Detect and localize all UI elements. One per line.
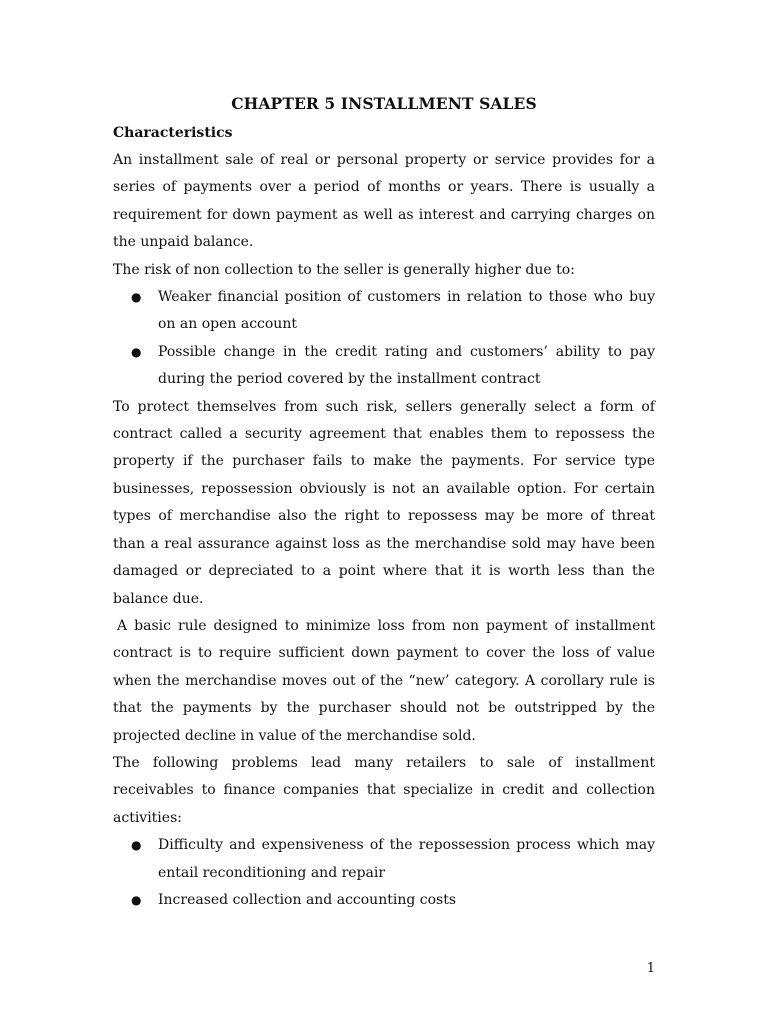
list-item <box>113 284 655 339</box>
list-item-text: Increased collection and accounting costs <box>158 891 457 908</box>
list-item-text: Possible change in the credit rating and customers’ ability to pay during the period covered by the installment contract <box>158 343 655 388</box>
list-item <box>113 887 655 914</box>
page-content <box>113 92 655 914</box>
list-item-text: Difficulty and expensiveness of the repossession process which may entail reconditioning and repair <box>158 837 655 881</box>
list-item <box>113 832 655 887</box>
paragraph-basic-rule: A basic rule designed to minimize loss from non payment of installment contract is to require sufficient down payment to cover the loss of value when the merchandise moves out of the “new’ category. A corollary rule is that the payments by the purchaser should not be outstripped by the projected decline in value of the merchandise sold. <box>113 617 655 744</box>
bullet-icon: ● <box>131 838 142 853</box>
paragraph-intro: An installment sale of real or personal property or service provides for a series of payments over a period of months or years. There is usually a requirement for down payment as well as interest and carrying charges on the unpaid balance. <box>113 152 655 251</box>
paragraph-security-agreement: To protect themselves from such risk, sellers generally select a form of contract called a security agreement that enables them to repossess the property if the purchaser fails to make the payments. For service type businesses, repossession obviously is not an available option. For certain types of merchandise also the right to repossess may be more of threat than a real assurance against loss as the merchandise sold may have been damaged or depreciated to a point where that it is worth less than the balance due. <box>113 398 655 607</box>
list-item-text: Weaker financial position of customers in relation to those who buy on an open account <box>158 289 655 333</box>
problems-bullet-list <box>113 832 655 914</box>
chapter-title: CHAPTER 5 INSTALLMENT SALES <box>231 94 537 113</box>
list-item <box>113 339 655 394</box>
paragraph-risk-intro: The risk of non collection to the seller is generally higher due to: <box>113 261 575 278</box>
paragraph-problems-intro: The following problems lead many retailers to sale of installment receivables to finance companies that specialize in credit and collection activities: <box>113 754 655 826</box>
risk-bullet-list <box>113 284 655 394</box>
page-number: 1 <box>646 961 655 976</box>
bullet-icon: ● <box>131 892 142 907</box>
bullet-icon: ● <box>131 290 142 305</box>
bullet-icon: ● <box>131 344 142 359</box>
section-heading: Characteristics <box>113 125 233 141</box>
